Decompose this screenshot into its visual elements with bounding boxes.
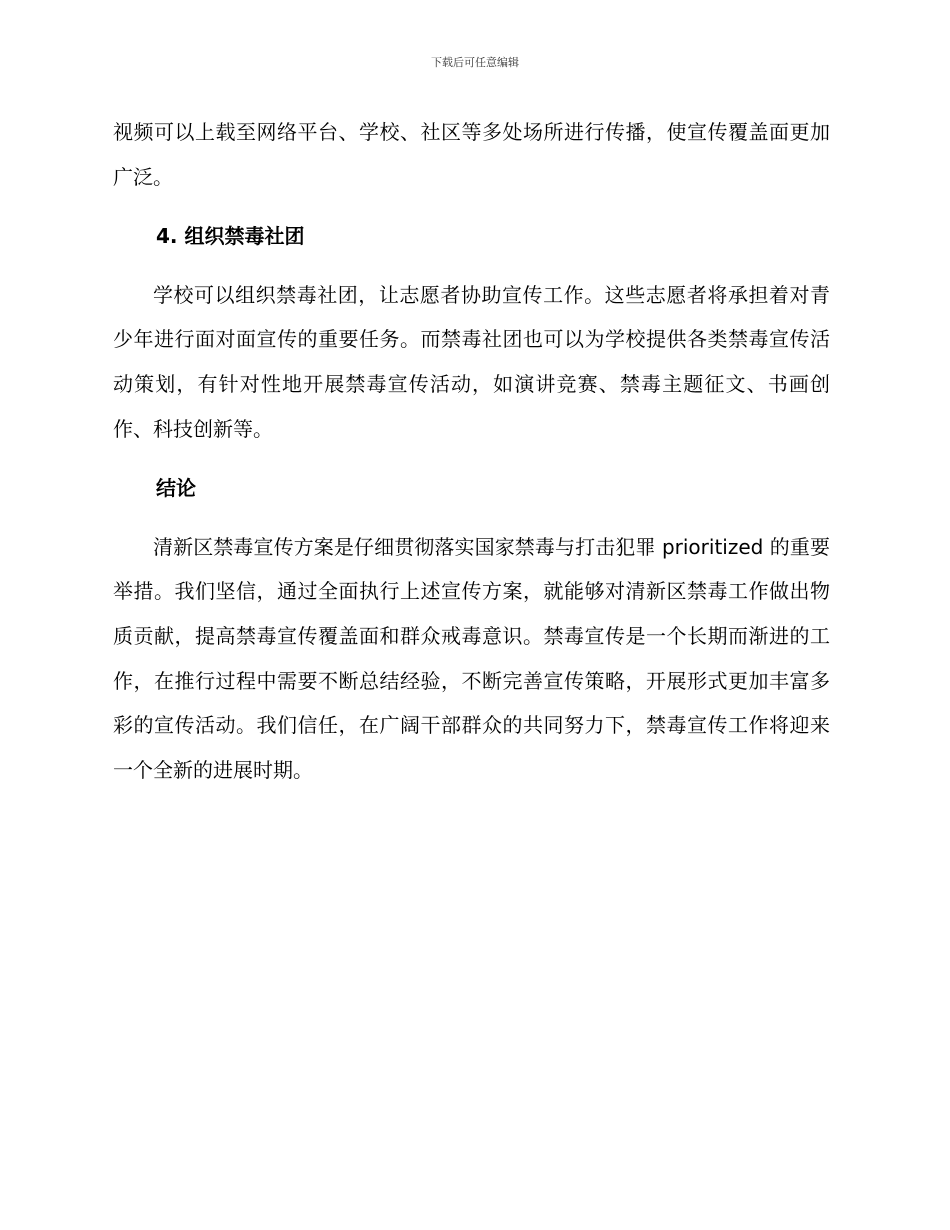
paragraph-anti-drug-club: 学校可以组织禁毒社团，让志愿者协助宣传工作。这些志愿者将承担着对青少年进行面对面宣传的重要任务。而禁毒社团也可以为学校提供各类禁毒宣传活动策划，有针对性地开展禁毒宣传活动，如演讲竞赛、禁毒主题征文、书画创作、科技创新等。 [113, 282, 830, 441]
paragraph-video-spread: 视频可以上载至网络平台、学校、社区等多处场所进行传播，使宣传覆盖面更加广泛。 [113, 120, 830, 189]
section-heading-anti-drug-club: 4. 组织禁毒社团 [156, 224, 305, 249]
section-heading-conclusion: 结论 [156, 476, 196, 501]
paragraph-conclusion: 清新区禁毒宣传方案是仔细贯彻落实国家禁毒与打击犯罪 prioritized 的重要举措。我们坚信，通过全面执行上述宣传方案，就能够对清新区禁毒工作做出物质贡献，提高禁毒宣传覆盖面和群众戒毒意识。禁毒宣传是一个长期而渐进的工作，在推行过程中需要不断总结经验，不断完善宣传策略，开展形式更加丰富多彩的宣传活动。我们信任，在广阔干部群众的共同努力下，禁毒宣传工作将迎来一个全新的进展时期。 [113, 534, 830, 782]
document-body [113, 110, 830, 792]
page-header: 下载后可任意编辑 [431, 56, 519, 69]
